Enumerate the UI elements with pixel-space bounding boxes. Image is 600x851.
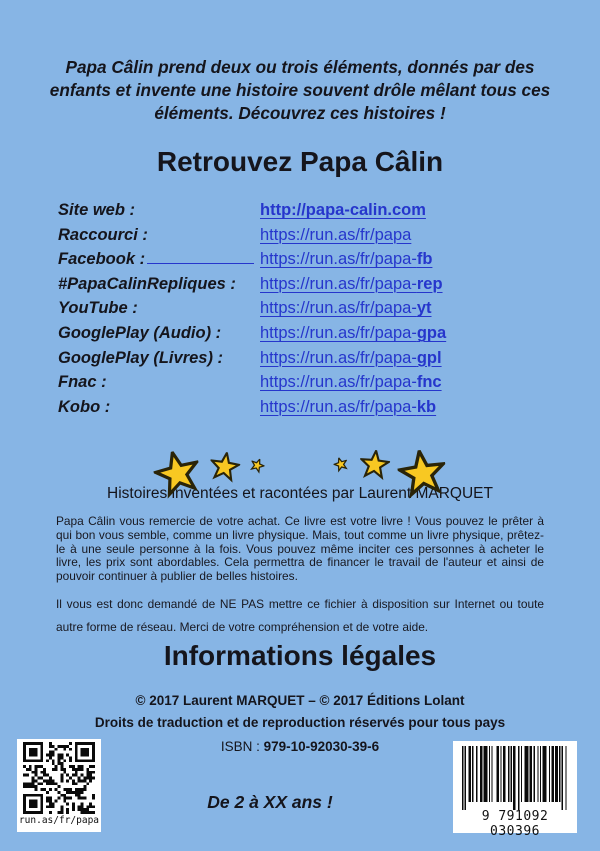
star-icon (332, 456, 350, 474)
link-row-repliques (58, 275, 600, 300)
hyperlink-youtube[interactable]: https://run.as/fr/papa-yt (260, 299, 432, 318)
link-row-googleplay-livres (58, 349, 600, 374)
link-label: #PapaCalinRepliques : (58, 274, 236, 293)
stars-caption: Histoires inventées et racontées par Laurent MARQUET (107, 485, 493, 503)
star-icon (207, 450, 241, 484)
star-icon (248, 457, 266, 475)
qr-code-image (23, 742, 95, 814)
isbn-value: 979-10-92030-39-6 (263, 738, 380, 754)
links-table (58, 201, 600, 422)
barcode-bars (462, 746, 568, 810)
link-row-facebook (58, 250, 600, 275)
hyperlink-googleplay-audio[interactable]: https://run.as/fr/papa-gpa (260, 323, 447, 342)
link-label: Facebook : (58, 250, 260, 269)
link-row-googleplay-audio (58, 324, 600, 349)
hyperlink-repliques[interactable]: https://run.as/fr/papa-rep (260, 274, 443, 293)
hyperlink-kobo[interactable]: https://run.as/fr/papa-kb (260, 397, 437, 416)
thanks-paragraph: Papa Câlin vous remercie de votre achat. Ce livre est votre livre ! Vous pouvez le prêter à qui bon vous semble, comme un livre physique. Mais, tout comme un livre physique, prêtez-le à une seule personne à la fois. Vous pouvez même inciter ces personnes à acheter le livre, les prix sont abordables. Cela permettra de financer le travail de l'auteur et ainsi de pouvoir continuer à publier de belles histoires. (56, 514, 544, 584)
link-row-fnac (58, 373, 600, 398)
star-icon (358, 449, 391, 482)
legal-heading: Informations légales (163, 639, 437, 671)
hyperlink-googleplay-livres[interactable]: https://run.as/fr/papa-gpl (260, 348, 442, 367)
hyperlink-site-web[interactable]: http://papa-calin.com (260, 201, 426, 219)
copyright-line: © 2017 Laurent MARQUET – © 2017 Éditions Lolant (135, 692, 465, 708)
link-row-kobo (58, 398, 600, 423)
qr-code (17, 739, 101, 832)
find-heading: Retrouvez Papa Câlin (156, 146, 444, 177)
hyperlink-facebook[interactable]: https://run.as/fr/papa-fb (260, 250, 433, 269)
link-row-site-web (58, 201, 600, 226)
hyperlink-raccourci[interactable]: https://run.as/fr/papa (260, 225, 412, 244)
link-label: Kobo : (58, 397, 111, 416)
intro-blurb: Papa Câlin prend deux ou trois éléments, donnés par des enfants et invente une histoire souvent drôle mêlant tous ces éléments. Découvrez ces histoires ! (49, 57, 551, 123)
no-sharing-paragraph: Il vous est donc demandé de NE PAS mettre ce fichier à disposition sur Internet ou toute autre forme de réseau. Merci de votre compréhension et de votre aide. (56, 596, 544, 634)
link-row-youtube (58, 299, 600, 324)
link-label: Site web : (58, 201, 136, 219)
link-label: YouTube : (58, 299, 138, 318)
rights-line: Droits de traduction et de reproduction réservés pour tous pays (94, 714, 506, 730)
isbn-label: ISBN : (220, 738, 260, 754)
ean-barcode (453, 741, 577, 839)
star-icon (395, 447, 449, 501)
link-label: Raccourci : (58, 225, 148, 244)
link-label: Fnac : (58, 373, 107, 392)
link-row-raccourci (58, 226, 600, 251)
qr-caption: run.as/fr/papa (18, 815, 100, 826)
link-label: GooglePlay (Livres) : (58, 348, 224, 367)
hyperlink-fnac[interactable]: https://run.as/fr/papa-fnc (260, 373, 442, 392)
age-range: De 2 à XX ans ! (207, 792, 333, 812)
link-label: GooglePlay (Audio) : (58, 323, 222, 342)
barcode-number: 9 791092 030396 (481, 809, 549, 839)
